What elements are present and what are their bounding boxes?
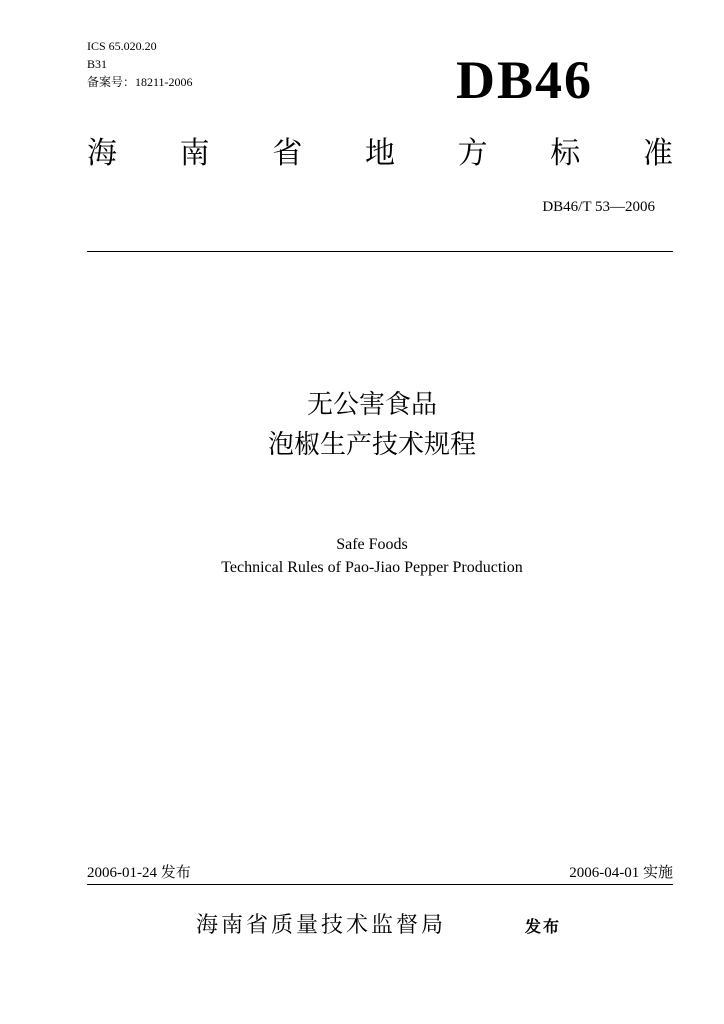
issuer-name: 海南省质量技术监督局 (196, 913, 447, 938)
issuer-suffix: 发布 (525, 917, 562, 936)
ccs-code: B31 (87, 57, 108, 71)
db-code-logo: DB46 (456, 50, 594, 110)
footer-divider (87, 884, 673, 885)
standard-type-char: 地 (364, 136, 395, 171)
standard-type-char: 海 (87, 136, 117, 171)
title-en-line2: Technical Rules of Pao-Jiao Pepper Production (221, 559, 523, 576)
issue-date: 2006-01-24 发布 (87, 865, 191, 881)
standard-type-char: 方 (457, 136, 488, 171)
implementation-date: 2006-04-01 实施 (569, 865, 673, 881)
standard-number: DB46/T 53—2006 (542, 199, 655, 215)
standard-type-char: 省 (272, 136, 303, 171)
standard-type-char: 标 (550, 136, 581, 171)
standard-type-char: 南 (179, 136, 210, 171)
header-divider (87, 251, 673, 252)
ics-code: ICS 65.020.20 (87, 39, 157, 53)
standard-type (87, 134, 673, 174)
title-cn-line2: 泡椒生产技术规程 (267, 430, 476, 460)
title-cn-line1: 无公害食品 (306, 390, 437, 420)
title-en-line1: Safe Foods (336, 536, 408, 553)
filing-number: 备案号：18211-2006 (87, 75, 193, 89)
standard-type-char: 准 (642, 136, 673, 171)
